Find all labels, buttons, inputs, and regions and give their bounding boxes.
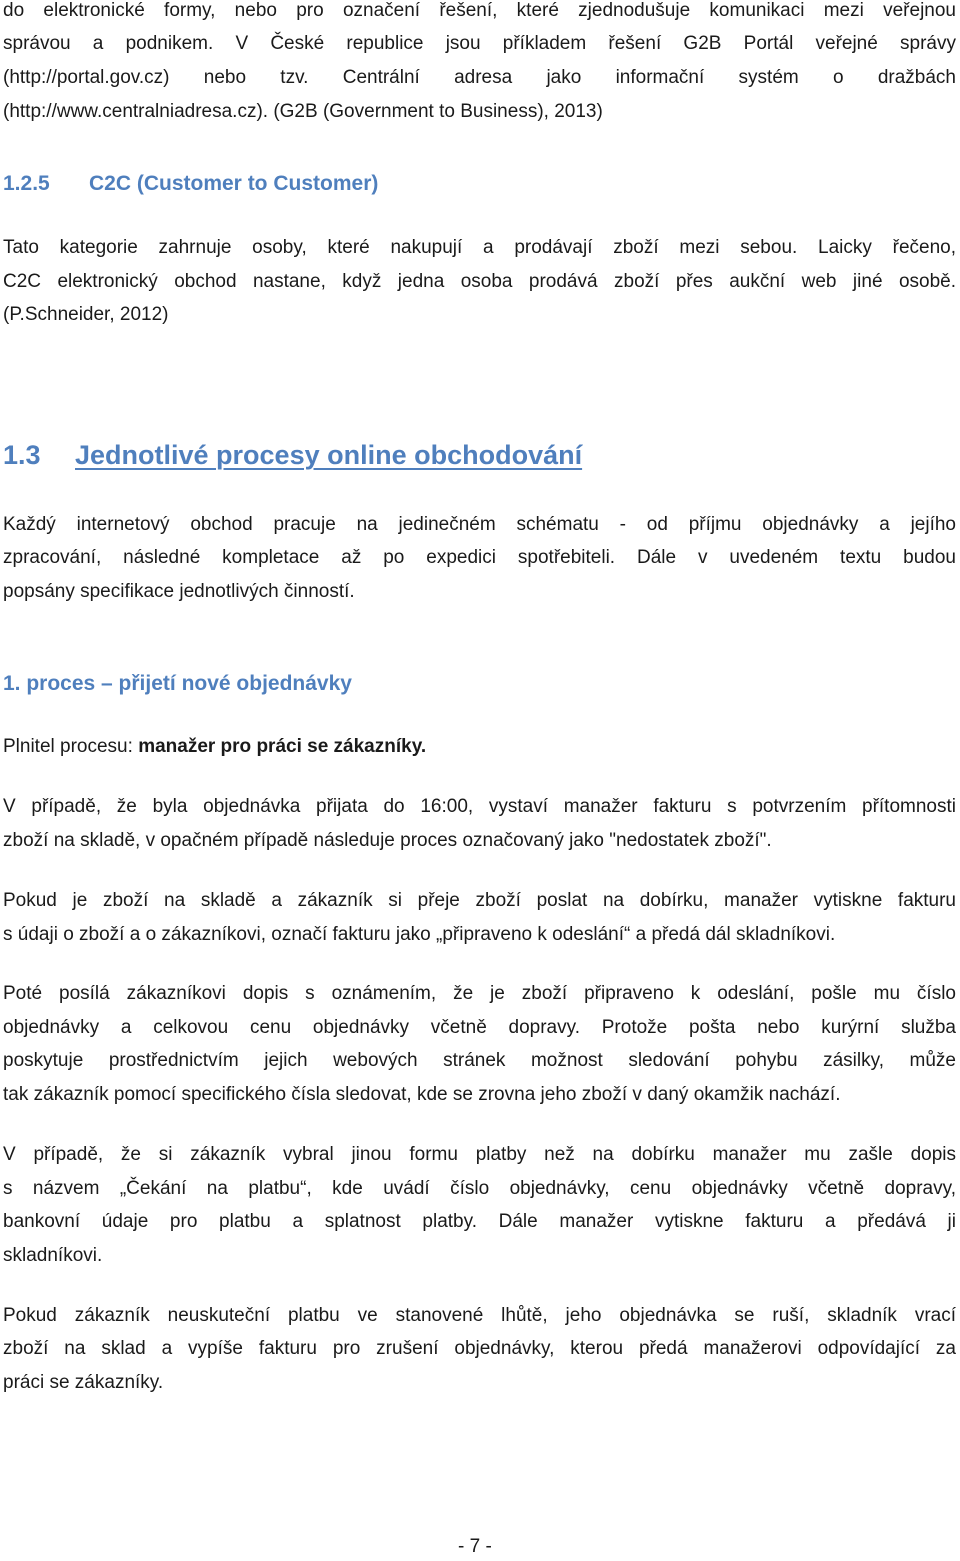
processes-line-3: popsány specifikace jednotlivých činností. <box>3 581 355 602</box>
processes-line-1: Každý internetový obchod pracuje na jedinečném schématu - od příjmu objednávky a jejího <box>3 514 956 535</box>
intro-line-1: do elektronické formy, nebo pro označení řešení, které zjednodušuje komunikaci mezi veřejnou <box>3 0 956 21</box>
p3-line-2: objednávky a celkovou cenu objednávky včetně dopravy. Protože pošta nebo kurýrní služba <box>3 1017 956 1038</box>
section-number: 1.3 <box>3 440 41 470</box>
c2c-line-2: C2C elektronický obchod nastane, když jedna osoba prodává zboží přes aukční web jiné osobě. <box>3 271 956 292</box>
p3-line-4: tak zákazník pomocí specifického čísla sledovat, kde se zrovna jeho zboží v daný okamžik nachází. <box>3 1084 841 1105</box>
process-owner-label: Plnitel procesu: <box>3 736 139 757</box>
p3-line-1: Poté posílá zákazníkovi dopis s oznámením, že je zboží připraveno k odeslání, pošle mu číslo <box>3 983 956 1004</box>
p1-line-1: V případě, že byla objednávka přijata do 16:00, vystaví manažer fakturu s potvrzením přítomnosti <box>3 796 956 817</box>
c2c-line-1: Tato kategorie zahrnuje osoby, které nakupují a prodávají zboží mezi sebou. Laicky řečeno, <box>3 237 956 258</box>
p2-line-2: s údaji o zboží a o zákazníkovi, označí fakturu jako „připraveno k odeslání“ a předá dál skladníkovi. <box>3 924 836 945</box>
p4-line-4: skladníkovi. <box>3 1245 103 1266</box>
p4-line-3: bankovní údaje pro platbu a splatnost platby. Dále manažer vytiskne fakturu a předává ji <box>3 1211 956 1232</box>
p2-line-1: Pokud je zboží na skladě a zákazník si přeje zboží poslat na dobírku, manažer vytiskne fakturu <box>3 890 956 911</box>
c2c-line-3: (P.Schneider, 2012) <box>3 304 169 325</box>
section-heading-processes <box>3 440 582 471</box>
intro-line-4: (http://www.centralniadresa.cz). (G2B (Government to Business), 2013) <box>3 101 603 122</box>
process-owner <box>3 730 956 763</box>
p4-line-2: s názvem „Čekání na platbu“, kde uvádí číslo objednávky, cenu objednávky včetně dopravy, <box>3 1178 956 1199</box>
process-1-heading: 1. proces – přijetí nové objednávky <box>3 672 352 695</box>
p3-line-3: poskytuje prostřednictvím jejich webových stránek možnost sledování pohybu zásilky, může <box>3 1050 956 1071</box>
page-number: - 7 - <box>458 1536 492 1557</box>
section-heading-c2c <box>3 172 378 196</box>
intro-line-2: správou a podnikem. V České republice jsou příkladem řešení G2B Portál veřejné správy <box>3 33 956 54</box>
intro-line-3: (http://portal.gov.cz) nebo tzv. Centrální adresa jako informační systém o dražbách <box>3 67 956 88</box>
processes-line-2: zpracování, následné kompletace až po expedici spotřebiteli. Dále v uvedeném textu budou <box>3 547 956 568</box>
p1-line-2: zboží na skladě, v opačném případě následuje proces označovaný jako "nedostatek zboží". <box>3 830 772 851</box>
section-number: 1.2.5 <box>3 172 50 195</box>
p5-line-2: zboží na sklad a vypíše fakturu pro zrušení objednávky, kterou předá manažerovi odpovídající za <box>3 1338 956 1359</box>
section-title: Jednotlivé procesy online obchodování <box>75 440 583 470</box>
section-title: C2C (Customer to Customer) <box>89 172 379 195</box>
p5-line-1: Pokud zákazník neuskuteční platbu ve stanovené lhůtě, jeho objednávka se ruší, skladník vrací <box>3 1305 956 1326</box>
process-owner-value: manažer pro práci se zákazníky. <box>138 736 427 757</box>
p4-line-1: V případě, že si zákazník vybral jinou formu platby než na dobírku manažer mu zašle dopis <box>3 1144 956 1165</box>
p5-line-3: práci se zákazníky. <box>3 1372 164 1393</box>
